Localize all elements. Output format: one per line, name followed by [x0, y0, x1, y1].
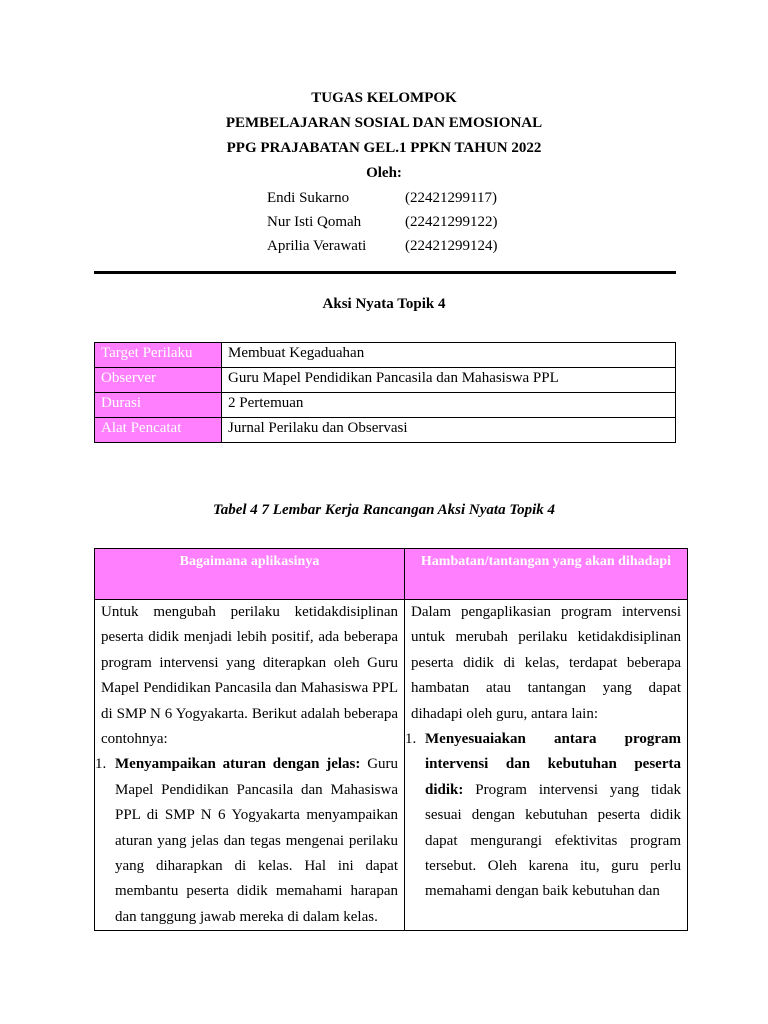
- header-title: TUGAS KELOMPOK: [311, 90, 457, 106]
- obstacles-intro: Dalam pengaplikasian program intervensi untuk merubah perilaku ketidakdisiplinan peserta didik di kelas, terdapat beberapa hambatan atau tantangan yang dapat dihadapi oleh guru, antara lain:: [411, 604, 681, 722]
- info-table: [94, 342, 676, 443]
- member-row: [267, 210, 567, 234]
- info-label: Target Perilaku: [95, 343, 222, 368]
- info-value: 2 Pertemuan: [222, 393, 676, 418]
- table-row: [95, 418, 676, 443]
- header-program: PPG PRAJABATAN GEL.1 PPKN TAHUN 2022: [226, 140, 542, 156]
- member-id: (22421299124): [405, 238, 498, 254]
- member-name: Aprilia Verawati: [267, 238, 367, 254]
- section-title: Aksi Nyata Topik 4: [322, 296, 446, 312]
- column-header-obstacles: Hambatan/tantangan yang akan dihadapi: [405, 549, 688, 600]
- table-header-row: [95, 549, 688, 600]
- header-divider: [94, 271, 676, 274]
- document-header: [0, 86, 768, 186]
- info-value: Guru Mapel Pendidikan Pancasila dan Mahasiswa PPL: [222, 368, 676, 393]
- member-id: (22421299117): [405, 190, 497, 206]
- application-cell: [95, 600, 405, 931]
- list-number: 1.: [95, 756, 107, 773]
- list-item-text: Guru Mapel Pendidikan Pancasila dan Mahasiswa PPL di SMP N 6 Yogyakarta menyampaikan aturan yang jelas dan tegas mengenai perilaku yang diharapkan di kelas. Hal ini dapat membantu peserta didik memahami harapan dan tanggung jawab mereka di dalam kelas.: [115, 756, 399, 925]
- table-row: [95, 368, 676, 393]
- list-item-heading: Menyampaikan aturan dengan jelas:: [115, 756, 361, 773]
- table-row: [95, 393, 676, 418]
- list-item: [405, 727, 681, 905]
- table-caption: Tabel 4 7 Lembar Kerja Rancangan Aksi Nyata Topik 4: [212, 502, 556, 518]
- member-row: [267, 186, 567, 210]
- member-row: [267, 234, 567, 258]
- member-list: [267, 186, 567, 258]
- header-by: Oleh:: [366, 165, 402, 181]
- header-subject: PEMBELAJARAN SOSIAL DAN EMOSIONAL: [225, 115, 543, 131]
- table-row: [95, 600, 688, 931]
- info-value: Membuat Kegaduahan: [222, 343, 676, 368]
- info-label: Observer: [95, 368, 222, 393]
- table-row: [95, 343, 676, 368]
- list-item-heading: Menyesuaiakan antara program intervensi dan kebutuhan peserta didik:: [425, 731, 681, 798]
- application-intro: Untuk mengubah perilaku ketidakdisiplinan peserta didik menjadi lebih positif, ada beberapa program intervensi yang diterapkan oleh Guru Mapel Pendidikan Pancasila dan Mahasiswa PPL di SMP N 6 Yogyakarta. Berikut adalah beberapa contohnya:: [101, 604, 398, 748]
- info-value: Jurnal Perilaku dan Observasi: [222, 418, 676, 443]
- member-name: Endi Sukarno: [267, 190, 350, 206]
- list-number: 1.: [405, 731, 417, 748]
- member-name: Nur Isti Qomah: [267, 214, 362, 230]
- member-id: (22421299122): [405, 214, 498, 230]
- list-item: [95, 752, 399, 930]
- list-item-text: Program intervensi yang tidak sesuai dengan kebutuhan peserta didik dapat mengurangi efektivitas program tersebut. Oleh karena itu, guru perlu memahami dengan baik kebutuhan dan: [425, 781, 681, 900]
- obstacles-cell: [405, 600, 688, 931]
- info-label: Durasi: [95, 393, 222, 418]
- worksheet-table: [94, 548, 688, 931]
- column-header-application: Bagaimana aplikasinya: [95, 549, 405, 600]
- info-label: Alat Pencatat: [95, 418, 222, 443]
